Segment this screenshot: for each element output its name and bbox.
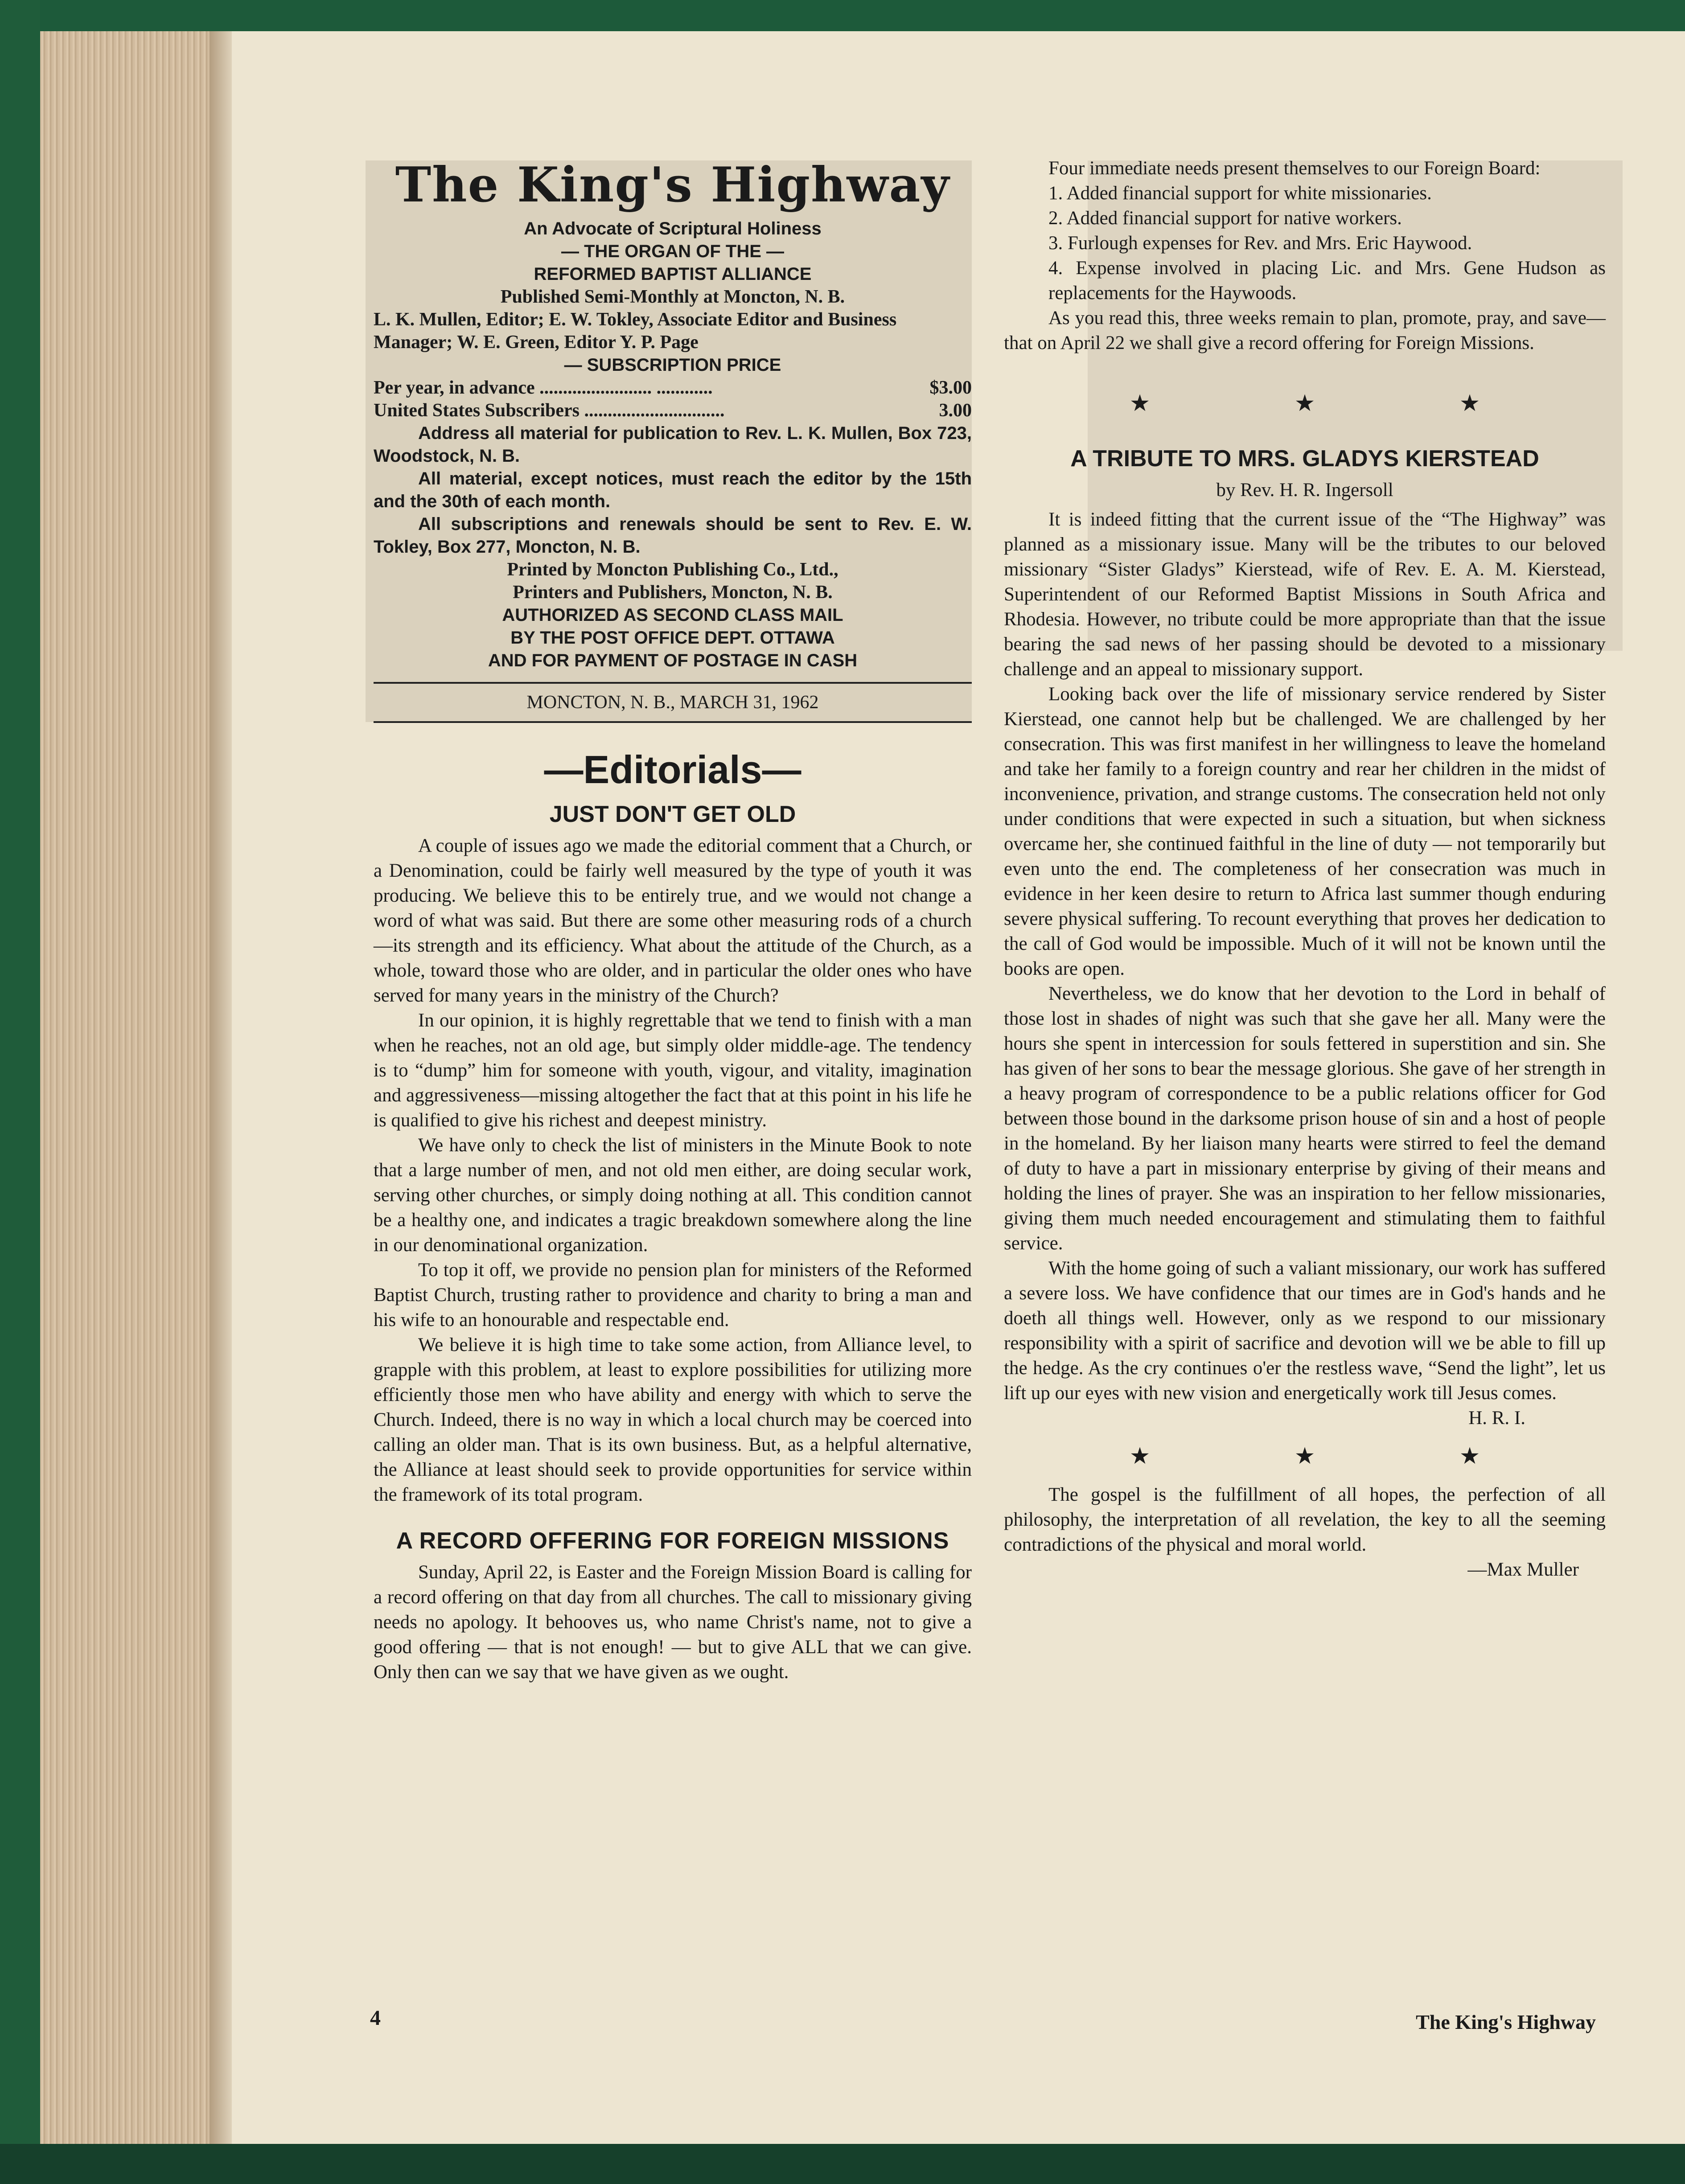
price-row-us — [374, 399, 972, 422]
price-value-annual: $3.00 — [929, 378, 972, 398]
tribute-byline: by Rev. H. R. Ingersoll — [1216, 480, 1393, 501]
star-icon: ★ — [1294, 391, 1315, 416]
tribute-signature: H. R. I. — [1468, 1408, 1525, 1429]
masthead-title: The King's Highway — [395, 157, 950, 213]
book-cover-bottom — [0, 2144, 1685, 2184]
subscriptions-notice: All subscriptions and renewals should be sent to Rev. E. W. Tokley, Box 277, Moncton, N. B. — [374, 514, 972, 557]
need-item: 3. Furlough expenses for Rev. and Mrs. Eric Haywood. — [1048, 233, 1472, 254]
footer-publication-title: The King's Highway — [1416, 2011, 1596, 2033]
star-icon: ★ — [1129, 391, 1151, 416]
masthead-organ: — THE ORGAN OF THE — — [561, 242, 784, 261]
page-number: 4 — [370, 2006, 381, 2030]
tribute-paragraph: Nevertheless, we do know that her devotion to the Lord in behalf of those lost in shades of night was such that she gave her all. Many were the hours she spent in intercession for souls fettered in superstition and sin. She has given of her sons to bear the message glorious. She gave of her strength in a heavy program of correspondence to be a public relations officer for God between those bound in the darksome prison house of sin and a host of people in the homeland. By her liaison many hearts were stirred to feel the demand of duty to have a part in missionary enterprise by giving of their means and holding the lines of prayer. She was an inspiration to her fellow missionaries, giving them much needed encouragement and stimulating them to faithful service. — [1004, 983, 1606, 1254]
article-title-record-offering: A RECORD OFFERING FOR FOREIGN MISSIONS — [396, 1528, 949, 1554]
needs-list — [1004, 181, 1606, 306]
price-label-us: United States Subscribers .............................. — [374, 400, 725, 421]
printers: Printers and Publishers, Moncton, N. B. — [513, 582, 833, 603]
star-icon: ★ — [1459, 1444, 1480, 1469]
need-item: 2. Added financial support for native workers. — [1048, 208, 1402, 229]
star-icon: ★ — [1129, 1444, 1151, 1469]
deadline-notice: All material, except notices, must reach the editor by the 15th and the 30th of each month. — [374, 469, 972, 511]
masthead-editors: L. K. Mullen, Editor; E. W. Tokley, Associate Editor and Business Manager; W. E. Green, Editor Y. P. Page — [374, 309, 897, 353]
masthead — [374, 156, 972, 672]
left-column — [374, 156, 972, 1685]
tribute-paragraph: Looking back over the life of missionary service rendered by Sister Kierstead, one cannot help but be challenged. We are challenged by her consecration. This was first manifest in her willingness to leave the homeland and take her family to a foreign country and rear her children in the midst of inconvenience, privation, and strange customs. The consecration held not only under conditions that were expected in such a situation, but when sickness overcame her, she continued faithful in the line of duty — not temporarily but even unto the end. The completeness of her consecration was much in evidence in her keen desire to return to Africa last summer though enduring severe physical suffering. To recount everything that proves her dedication to the call of God would be impossible. Much of it will not be known until the books are open. — [1004, 684, 1606, 979]
article1-paragraph: We have only to check the list of ministers in the Minute Book to note that a large number of men, and not old men either, are doing secular work, serving other churches, or simply doing nothing at all. This condition cannot be a healthy one, and indicates a tragic breakdown somewhere along the line in our denominational organization. — [374, 1135, 972, 1256]
article1-paragraph: In our opinion, it is highly regrettable that we tend to finish with a man when he reaches, not an old age, but simply older middle-age. The tendency is to “dump” him for someone with youth, vigour, and vitality, imagination and aggressiveness—missing altogether the fact that at this point in his life he is qualified to give his richest and deepest ministry. — [374, 1010, 972, 1131]
need-item: 1. Added financial support for white missionaries. — [1048, 183, 1432, 204]
price-value-us: 3.00 — [939, 400, 972, 421]
post-office-notice: BY THE POST OFFICE DEPT. OTTAWA — [510, 628, 835, 648]
article2-paragraph: Sunday, April 22, is Easter and the Foreign Mission Board is calling for a record offering on that day from all churches. The call to missionary giving needs no apology. It behooves us, who name Christ's name, not to give a good offering — that is not enough! — but to give ALL that we can give. Only then can we say that we have given as we ought. — [374, 1562, 972, 1683]
quote-text: The gospel is the fulfillment of all hopes, the perfection of all philosophy, the interpretation of all revelation, the key to all the seeming contradictions of the physical and moral world. — [1004, 1484, 1606, 1555]
article2-paragraph: As you read this, three weeks remain to plan, promote, pray, and save—that on April 22 we shall give a record offering for Foreign Missions. — [1004, 308, 1606, 353]
masthead-alliance: REFORMED BAPTIST ALLIANCE — [534, 264, 812, 284]
tribute-paragraph: It is indeed fitting that the current issue of the “The Highway” was planned as a missionary issue. Many will be the tributes to our beloved missionary “Sister Gladys” Kierstead, wife of Rev. E. A. M. Kierstead, Superintendent of our Reformed Baptist Missions in South Africa and Rhodesia. However, no tribute could be more appropriate than that the issue bearing the sad news of her passing should be devoted to a missionary challenge and an appeal to missionary support. — [1004, 509, 1606, 680]
right-column — [1004, 156, 1606, 1582]
address-notice: Address all material for publication to Rev. L. K. Mullen, Box 723, Woodstock, N. B. — [374, 423, 972, 466]
printed-by: Printed by Moncton Publishing Co., Ltd., — [507, 559, 838, 580]
book-spine — [0, 0, 40, 2184]
dateline: MONCTON, N. B., MARCH 31, 1962 — [374, 682, 972, 723]
authorized-notice: AUTHORIZED AS SECOND CLASS MAIL — [502, 605, 843, 625]
article1-paragraph: A couple of issues ago we made the editorial comment that a Church, or a Denomination, could be fairly well measured by the type of youth it was producing. We believe this to be entirely true, and we would not change a word of what was said. But there are some other measuring rods of a church—its strength and its efficiency. What about the attitude of the Church, as a whole, toward those who are older, and in particular the older ones who have served for many years in the ministry of the Church? — [374, 835, 972, 1006]
quote-author: —Max Muller — [1467, 1559, 1579, 1580]
star-icon: ★ — [1459, 391, 1480, 416]
star-divider-2 — [1057, 1444, 1552, 1469]
price-label-annual: Per year, in advance ........................ ............ — [374, 378, 713, 398]
article-title-dont-get-old: JUST DON'T GET OLD — [549, 801, 796, 827]
masthead-subtitle: An Advocate of Scriptural Holiness — [524, 219, 822, 238]
masthead-published: Published Semi-Monthly at Moncton, N. B. — [500, 287, 845, 307]
tribute-paragraph: With the home going of such a valiant missionary, our work has suffered a severe loss. We have confidence that our times are in God's hands and he doeth all things well. However, only as we respond to our missionary responsibility with a spirit of sacrifice and devotion will we be able to fill up the hedge. As the cry continues o'er the restless wave, “Send the light”, let us lift up our eyes with new vision and energetically work till Jesus comes. — [1004, 1258, 1606, 1404]
article2-paragraph: Four immediate needs present themselves to our Foreign Board: — [1048, 158, 1541, 179]
tribute-title: A TRIBUTE TO MRS. GLADYS KIERSTEAD — [1070, 446, 1539, 472]
need-item: 4. Expense involved in placing Lic. and Mrs. Gene Hudson as replacements for the Haywoods. — [1048, 258, 1606, 304]
postage-notice: AND FOR PAYMENT OF POSTAGE IN CASH — [488, 651, 858, 670]
article1-paragraph: We believe it is high time to take some action, from Alliance level, to grapple with this problem, at least to explore possibilities for utilizing more efficiently those men who have ability and energy with which to serve the Church. Indeed, there is no way in which a local church may be coerced into calling an older man. That is its own business. But, as a helpful alternative, the Alliance at least should seek to provide opportunities for service within the framework of its total program. — [374, 1334, 972, 1505]
subscription-heading: — SUBSCRIPTION PRICE — [564, 355, 781, 375]
editorials-heading: —Editorials— — [544, 747, 801, 792]
star-divider — [1057, 391, 1552, 416]
page-edges — [40, 31, 218, 2144]
star-icon: ★ — [1294, 1444, 1315, 1469]
article1-paragraph: To top it off, we provide no pension plan for ministers of the Reformed Baptist Church, trusting rather to providence and charity to bring a man and his wife to an honourable and respectable end. — [374, 1260, 972, 1330]
price-row-annual — [374, 377, 972, 399]
